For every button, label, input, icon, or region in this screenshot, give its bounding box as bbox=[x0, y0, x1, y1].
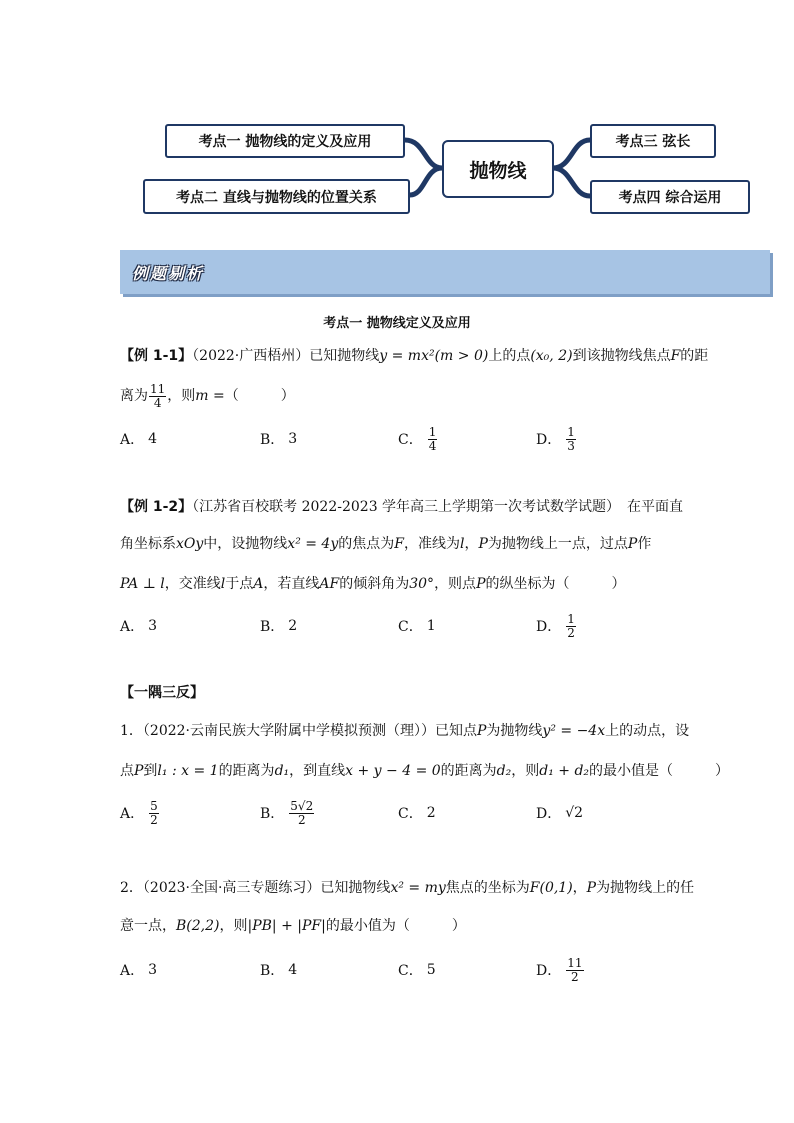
text: 的纵坐标为（ ） bbox=[485, 576, 626, 592]
text: 于点 bbox=[225, 576, 254, 592]
question-1-line-1 bbox=[120, 721, 690, 741]
example-1-1-options bbox=[120, 423, 680, 455]
text: 离为 bbox=[120, 388, 148, 404]
text: ， bbox=[572, 880, 587, 896]
option-label: A． bbox=[120, 619, 145, 635]
denominator: 2 bbox=[571, 969, 579, 984]
numerator: 1 bbox=[567, 424, 575, 439]
answer-option[interactable] bbox=[260, 423, 297, 455]
option-label: A． bbox=[120, 963, 145, 979]
math: PA ⊥ l bbox=[120, 576, 165, 592]
math: P bbox=[627, 536, 638, 552]
example-1-2-line-3 bbox=[120, 574, 680, 594]
text: （江苏省百校联考 2022-2023 学年高三上学期第一次考试数学试题） 在平面直 bbox=[192, 499, 684, 515]
option-value: 3 bbox=[148, 962, 158, 978]
option-fraction bbox=[149, 800, 159, 827]
text: ，则点 bbox=[434, 576, 477, 592]
option-fraction bbox=[289, 800, 314, 827]
option-value: 5 bbox=[426, 962, 436, 978]
example-1-1-tag: 【例 1-1】 bbox=[120, 348, 193, 364]
example-1-2-options bbox=[120, 610, 680, 642]
text: 到该抛物线焦点 bbox=[572, 348, 671, 364]
text: 2．（2023·全国·高三专题练习）已知抛物线 bbox=[120, 880, 391, 896]
math: P bbox=[476, 576, 486, 592]
option-label: D． bbox=[536, 963, 562, 979]
text: 的距离为 bbox=[218, 763, 275, 779]
math: 30° bbox=[409, 576, 435, 592]
answer-option[interactable] bbox=[398, 797, 436, 829]
option-label: B． bbox=[260, 619, 285, 635]
practice-heading: 【一隅三反】 bbox=[120, 685, 204, 701]
numerator: 1 bbox=[567, 611, 575, 626]
example-1-2-line-2 bbox=[120, 534, 680, 554]
text: 的最小值为（ ） bbox=[325, 918, 466, 934]
math: d₁ + d₂ bbox=[539, 763, 590, 779]
text: ，到直线 bbox=[289, 763, 346, 779]
math: P bbox=[134, 763, 144, 779]
text: 的距离为 bbox=[440, 763, 497, 779]
text: 的最小值是（ ） bbox=[589, 763, 730, 779]
answer-option[interactable] bbox=[536, 610, 577, 642]
text: 上的动点，设 bbox=[605, 723, 690, 739]
option-label: B． bbox=[260, 806, 285, 822]
text: ，则 bbox=[219, 918, 248, 934]
option-fraction bbox=[566, 613, 576, 640]
text: 焦点的坐标为 bbox=[445, 880, 530, 896]
math: d₁ bbox=[274, 763, 290, 779]
text: 到 bbox=[143, 763, 158, 779]
math: A bbox=[253, 576, 264, 592]
text: 为抛物线 bbox=[486, 723, 543, 739]
text: 1．（2022·云南民族大学附属中学模拟预测（理））已知点 bbox=[120, 723, 477, 739]
numerator: 5 bbox=[150, 798, 158, 813]
mindmap-topic-2-label: 考点二 直线与抛物线的位置关系 bbox=[176, 189, 377, 206]
math: (x₀, 2) bbox=[530, 348, 573, 364]
option-fraction bbox=[566, 426, 576, 453]
text: 中，设抛物线 bbox=[203, 536, 288, 552]
question-2-line-1 bbox=[120, 878, 695, 898]
math: P bbox=[586, 880, 597, 896]
math: xOy bbox=[176, 536, 204, 552]
example-1-2-tag: 【例 1-2】 bbox=[120, 499, 193, 515]
math: y = mx²(m > 0) bbox=[379, 348, 489, 364]
math: F bbox=[394, 536, 404, 552]
math: l₁ : x = 1 bbox=[157, 763, 219, 779]
option-label: C． bbox=[398, 432, 423, 448]
question-2-options bbox=[120, 954, 680, 986]
mindmap-center-label: 抛物线 bbox=[469, 159, 527, 182]
text: ，则 bbox=[167, 388, 196, 404]
question-2-line-2 bbox=[120, 916, 680, 936]
option-label: D． bbox=[536, 432, 562, 448]
section-heading: 考点一 抛物线定义及应用 bbox=[323, 316, 471, 331]
text: ，则 bbox=[511, 763, 540, 779]
option-label: D． bbox=[536, 806, 562, 822]
option-label: B． bbox=[260, 963, 285, 979]
math: AF bbox=[319, 576, 340, 592]
mindmap-topic-1 bbox=[165, 124, 405, 158]
answer-option[interactable] bbox=[398, 610, 436, 642]
answer-option[interactable] bbox=[398, 954, 436, 986]
denominator: 4 bbox=[428, 438, 437, 453]
math: x² = my bbox=[390, 880, 446, 896]
option-value: 3 bbox=[288, 431, 298, 447]
text: 点 bbox=[120, 763, 134, 779]
option-fraction bbox=[428, 426, 438, 453]
mindmap-topic-4-label: 考点四 综合运用 bbox=[618, 190, 722, 206]
text: 上的点 bbox=[488, 348, 531, 364]
option-value: 4 bbox=[148, 431, 158, 447]
mindmap-topic-3 bbox=[590, 124, 716, 158]
denominator: 4 bbox=[153, 395, 162, 410]
text: 的距 bbox=[680, 348, 709, 364]
answer-option[interactable] bbox=[120, 610, 157, 642]
answer-option[interactable] bbox=[120, 954, 157, 986]
math: F(0,1) bbox=[529, 880, 573, 896]
numerator: 1 bbox=[428, 424, 437, 439]
math: y² = −4x bbox=[542, 723, 606, 739]
option-label: C． bbox=[398, 806, 423, 822]
text: ，准线为 bbox=[403, 536, 460, 552]
numerator: 11 bbox=[567, 955, 583, 970]
text: 意一点， bbox=[120, 918, 176, 934]
section-banner bbox=[120, 250, 770, 294]
math: P bbox=[478, 536, 488, 552]
answer-option[interactable] bbox=[120, 423, 157, 455]
mindmap-topic-2 bbox=[143, 179, 410, 214]
text: 为抛物线上的任 bbox=[596, 880, 695, 896]
text: 的倾斜角为 bbox=[339, 576, 410, 592]
answer-option[interactable] bbox=[260, 797, 315, 829]
text: 为抛物线上一点，过点 bbox=[487, 536, 628, 552]
option-value: 2 bbox=[426, 805, 436, 821]
option-label: D． bbox=[536, 619, 562, 635]
mindmap-topic-3-label: 考点三 弦长 bbox=[615, 134, 691, 150]
fraction bbox=[149, 383, 166, 410]
text: ，交准线 bbox=[164, 576, 221, 592]
numerator: 11 bbox=[150, 381, 166, 396]
option-value: 4 bbox=[288, 962, 298, 978]
answer-option[interactable] bbox=[260, 954, 297, 986]
option-label: B． bbox=[260, 432, 285, 448]
math: l bbox=[459, 536, 465, 552]
option-value: 3 bbox=[148, 618, 158, 634]
math: B(2,2) bbox=[176, 918, 220, 934]
option-fraction bbox=[566, 957, 583, 984]
denominator: 3 bbox=[567, 438, 575, 453]
text: 的焦点为 bbox=[338, 536, 395, 552]
answer-option[interactable] bbox=[398, 423, 438, 455]
math: P bbox=[477, 723, 487, 739]
denominator: 2 bbox=[150, 812, 158, 827]
answer-option[interactable] bbox=[536, 423, 577, 455]
mindmap-center-node bbox=[442, 140, 554, 198]
answer-option[interactable] bbox=[120, 797, 160, 829]
option-label: C． bbox=[398, 963, 423, 979]
example-1-1-line-2 bbox=[120, 380, 680, 412]
example-1-2-line-1 bbox=[120, 497, 684, 517]
option-label: C． bbox=[398, 619, 423, 635]
mindmap-topic-4 bbox=[590, 180, 750, 214]
option-label: A． bbox=[120, 806, 145, 822]
question-1-line-2 bbox=[120, 761, 730, 781]
example-1-1-line-1 bbox=[120, 346, 709, 366]
math: d₂ bbox=[496, 763, 512, 779]
math: l bbox=[220, 576, 226, 592]
option-label: A． bbox=[120, 432, 145, 448]
section-banner-title: 例题剔析 bbox=[132, 264, 205, 283]
math: x + y − 4 = 0 bbox=[345, 763, 441, 779]
option-value: 1 bbox=[426, 618, 436, 634]
question-1-options bbox=[120, 797, 680, 829]
denominator: 2 bbox=[567, 625, 575, 640]
math: |PB| + |PF| bbox=[247, 918, 326, 934]
mindmap-topic-1-label: 考点一 抛物线的定义及应用 bbox=[198, 134, 372, 150]
text: ，若直线 bbox=[263, 576, 320, 592]
numerator: 5√2 bbox=[290, 798, 314, 813]
text: （ ） bbox=[224, 388, 295, 404]
text: 角坐标系 bbox=[120, 536, 176, 552]
denominator: 2 bbox=[297, 812, 306, 827]
answer-option[interactable] bbox=[536, 797, 583, 829]
text: （2022·广西梧州）已知抛物线 bbox=[192, 348, 380, 364]
text: ， bbox=[464, 536, 479, 552]
math: x² = 4y bbox=[287, 536, 339, 552]
option-value: √2 bbox=[565, 805, 584, 821]
math: F bbox=[670, 348, 681, 364]
text: 作 bbox=[637, 536, 652, 552]
math: m = bbox=[195, 388, 225, 404]
answer-option[interactable] bbox=[536, 954, 585, 986]
option-value: 2 bbox=[288, 618, 298, 634]
answer-option[interactable] bbox=[260, 610, 297, 642]
